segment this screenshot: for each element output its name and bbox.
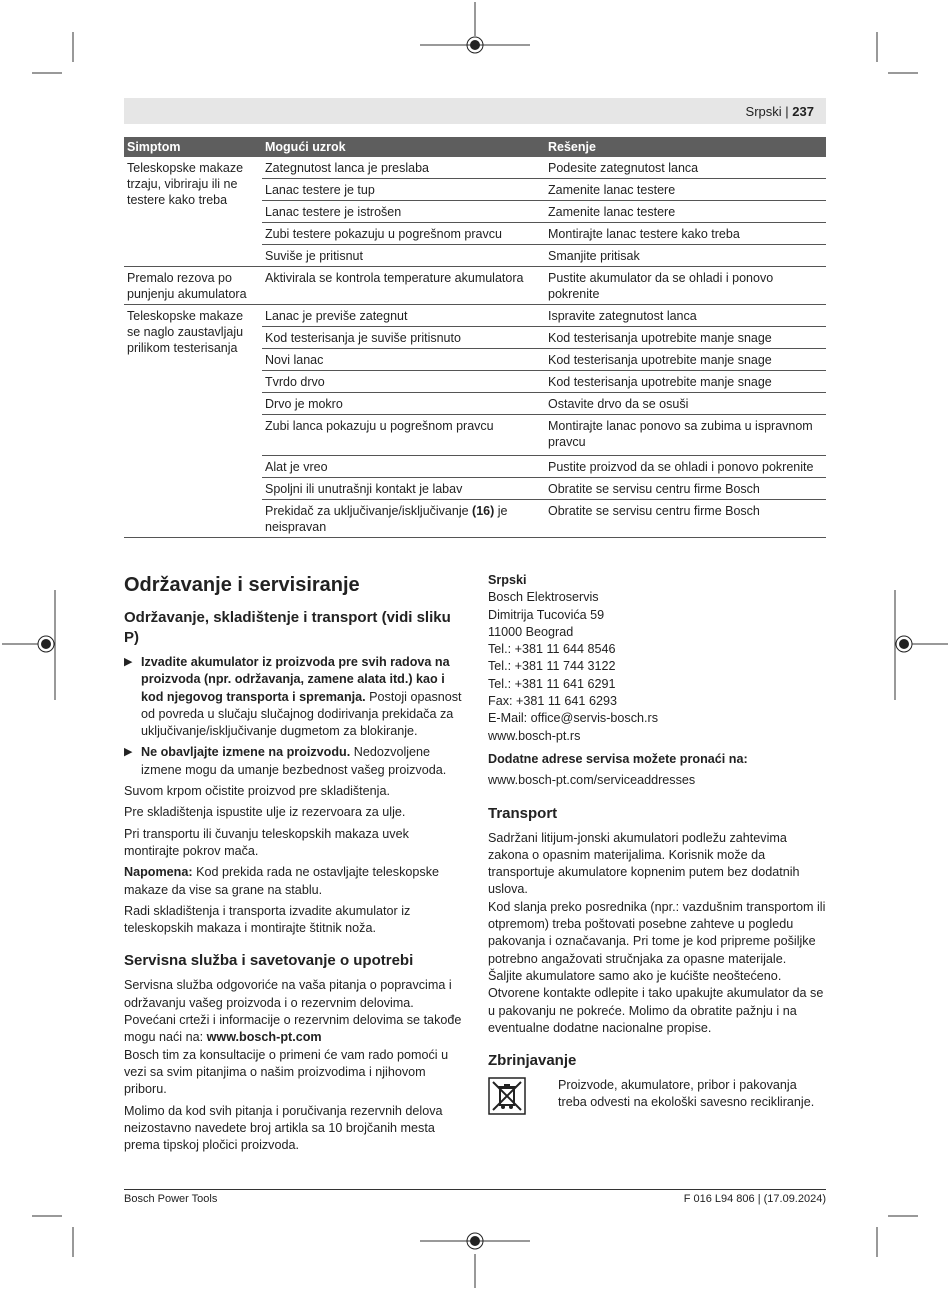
- phone-line: Tel.: +381 11 644 8546: [488, 642, 616, 657]
- registration-right: [896, 636, 912, 652]
- note-label: Napomena:: [124, 865, 193, 880]
- footer-doc-number: F 016 L94 806 | (17.09.2024): [683, 1193, 826, 1205]
- table-header-row: [124, 137, 826, 157]
- section-title-maintenance: Održavanje i servisiranje: [124, 574, 360, 596]
- left-column: [124, 572, 464, 1158]
- cause-cell: Lanac testere je istrošen: [262, 201, 545, 223]
- cause-cell: Suviše je pritisnut: [262, 245, 545, 267]
- cause-cell: Zategnutost lanca je preslaba: [262, 157, 545, 179]
- col-header-symptom: Simptom: [124, 137, 262, 157]
- footer-brand: Bosch Power Tools: [124, 1193, 218, 1205]
- note-text: Kod prekida rada ne ostavljajte teleskopske makaze da vise sa grane na stablu.: [124, 865, 440, 897]
- solution-cell: Kod testerisanja upotrebite manje snage: [545, 371, 826, 393]
- disposal-text: Proizvode, akumulatore, pribor i pakovanja treba odvesti na ekološki savesno recikliranje.: [558, 1078, 815, 1110]
- paragraph: Kod slanja preko posrednika (npr.: vazdušnim transportom ili otpremom) treba poštovati posebne zahteve u pogledu pakovanja i označavanja. Pri tome je kod pripreme pošiljke potrebno angažovati stručnjaka za opasne materijale.: [488, 899, 826, 966]
- cause-text: Prekidač za uključivanje/isključivanje: [265, 504, 473, 518]
- page-number: 237: [792, 104, 814, 119]
- page-footer: [124, 1189, 826, 1205]
- col-header-cause: Mogući uzrok: [262, 137, 545, 157]
- bullet-bold-text: Izvadite akumulator iz proizvoda pre svih radova na proizvoda (npr. održavanja, zamene alata itd.) kao i kod njegovog transporta i spremanja.: [141, 655, 450, 704]
- address-line: Dimitrija Tucovića 59: [488, 607, 605, 622]
- solution-cell: Montirajte lanac testere kako treba: [545, 223, 826, 245]
- registration-bottom: [467, 1233, 483, 1249]
- address-line: Bosch Elektroservis: [488, 590, 599, 605]
- right-column: [488, 572, 828, 1117]
- registration-left: [38, 636, 54, 652]
- solution-cell: Montirajte lanac ponovo sa zubima u ispravnom pravcu: [545, 415, 826, 456]
- paragraph: Sadržani litijum-jonski akumulatori podležu zahtevima zakona o opasnim materijalima. Korisnik može da transportuje akumulatore kopnenim putem bez dodatnih uslova.: [488, 830, 800, 897]
- paragraph: Pre skladištenja ispustite ulje iz rezervoara za ulje.: [124, 805, 406, 820]
- subsection-storage-title: Održavanje, skladištenje i transport (vidi sliku P): [124, 609, 451, 646]
- subsection-disposal-title: Zbrinjavanje: [488, 1052, 577, 1070]
- symptom-cell: Teleskopske makaze se naglo zaustavljaju prilikom testerisanja: [124, 305, 262, 538]
- paragraph: Šaljite akumulatore samo ako je kućište neoštećeno. Otvorene kontakte odlepite i tako upakujte akumulator da se u pakovanju ne pokreće. Molimo da obratite pažnju i na eventualne dodatne nacionalne propise.: [488, 968, 824, 1035]
- cause-cell: Zubi testere pokazuju u pogrešnom pravcu: [262, 223, 545, 245]
- cause-cell: Kod testerisanja je suviše pritisnuto: [262, 327, 545, 349]
- solution-cell: Zamenite lanac testere: [545, 179, 826, 201]
- paragraph: Pri transportu ili čuvanju teleskopskih makaza uvek montirajte pokrov mača.: [124, 826, 409, 858]
- cause-text: je neispravan: [265, 504, 508, 534]
- address-line: 11000 Beograd: [488, 624, 574, 639]
- col-header-solution: Rešenje: [545, 137, 826, 157]
- header-text: [746, 104, 814, 119]
- triangle-right-icon: ▶: [124, 746, 133, 759]
- symptom-cell: Premalo rezova po punjenju akumulatora: [124, 267, 262, 305]
- header-language: Srpski: [745, 104, 782, 119]
- cause-cell: Aktivirala se kontrola temperature akumulatora: [262, 267, 545, 305]
- phone-line: Tel.: +381 11 641 6291: [488, 676, 616, 691]
- solution-cell: Obratite se servisu centru firme Bosch: [545, 478, 826, 500]
- cause-cell: Drvo je mokro: [262, 393, 545, 415]
- triangle-right-icon: ▶: [124, 656, 133, 668]
- solution-cell: Pustite akumulator da se ohladi i ponovo pokrenite: [545, 267, 826, 305]
- crossed-bin-icon: [488, 1077, 526, 1115]
- solution-cell: Ostavite drvo da se osuši: [545, 393, 826, 415]
- service-text: Servisna služba odgovoriće na vaša pitanja o popravcima i održavanju vašeg proizvoda i o rezervnim delovima. Povećani crteži i informacije o rezervnim delovima se takođe mogu naći na:: [124, 978, 462, 1045]
- solution-cell: Pustite proizvod da se ohladi i ponovo pokrenite: [545, 456, 826, 478]
- cause-cell: Lanac testere je tup: [262, 179, 545, 201]
- part-reference: (16): [472, 504, 495, 518]
- paragraph: Suvom krpom očistite proizvod pre skladištenja.: [124, 784, 390, 799]
- registration-top: [467, 37, 483, 53]
- website-line[interactable]: www.bosch-pt.rs: [488, 728, 581, 743]
- paragraph: Bosch tim za konsultacije o primeni će vam rado pomoći u vezi sa svim pitanjima o našim proizvodima i njihovom priboru.: [124, 1047, 449, 1097]
- header-separator: |: [785, 104, 789, 119]
- bullet-text: Nedozvoljene izmene mogu da umanje bezbednost vašeg proizvoda.: [141, 745, 447, 777]
- solution-cell: Obratite se servisu centru firme Bosch: [545, 500, 826, 538]
- note-paragraph: [124, 864, 464, 899]
- cause-cell: Lanac je previše zategnut: [262, 305, 545, 327]
- bullet-text: Postoji opasnost od povreda u slučaju slučajnog dodirivanja prekidača za uključivanje/isključivanje dugmetom za blokiranje.: [141, 689, 462, 739]
- troubleshooting-table: [124, 137, 826, 538]
- phone-line: Tel.: +381 11 744 3122: [488, 659, 616, 674]
- safety-bullet: [124, 654, 464, 740]
- service-paragraph: [124, 977, 464, 1046]
- solution-cell: Kod testerisanja upotrebite manje snage: [545, 327, 826, 349]
- country-heading: Srpski: [488, 573, 527, 587]
- solution-cell: Podesite zategnutost lanca: [545, 157, 826, 179]
- service-address: [488, 589, 828, 745]
- safety-bullet: [124, 744, 464, 779]
- paragraph: Radi skladištenja i transporta izvadite akumulator iz teleskopskih makaza i montirajte štitnik noža.: [124, 903, 411, 936]
- subsection-service-title: Servisna služba i savetovanje o upotrebi: [124, 952, 414, 970]
- paragraph: Molimo da kod svih pitanja i poručivanja rezervnih delova neizostavno navedete broj artikla sa 10 brojčanih mesta prema tipskoj pločici proizvoda.: [124, 1103, 443, 1153]
- disposal-block: [488, 1077, 828, 1117]
- solution-cell: Kod testerisanja upotrebite manje snage: [545, 349, 826, 371]
- table-row: [124, 157, 826, 179]
- subsection-transport-title: Transport: [488, 804, 558, 822]
- more-addresses-heading: Dodatne adrese servisa možete pronaći na:: [488, 751, 748, 766]
- cause-cell: [262, 500, 545, 538]
- email-line[interactable]: E-Mail: office@servis-bosch.rs: [488, 711, 659, 726]
- table-row: [124, 305, 826, 327]
- page-header: [124, 98, 826, 124]
- solution-cell: Smanjite pritisak: [545, 245, 826, 267]
- cause-cell: Alat je vreo: [262, 456, 545, 478]
- fax-line: Fax: +381 11 641 6293: [488, 694, 617, 709]
- service-addresses-link[interactable]: www.bosch-pt.com/serviceaddresses: [488, 773, 696, 788]
- cause-cell: Zubi lanca pokazuju u pogrešnom pravcu: [262, 415, 545, 456]
- table-row: [124, 267, 826, 305]
- cause-cell: Spoljni ili unutrašnji kontakt je labav: [262, 478, 545, 500]
- cause-cell: Novi lanac: [262, 349, 545, 371]
- bullet-bold-text: Ne obavljajte izmene na proizvodu.: [141, 745, 351, 760]
- bosch-website-link[interactable]: www.bosch-pt.com: [206, 1030, 322, 1045]
- solution-cell: Ispravite zategnutost lanca: [545, 305, 826, 327]
- cause-cell: Tvrdo drvo: [262, 371, 545, 393]
- symptom-cell: Teleskopske makaze trzaju, vibriraju ili ne testere kako treba: [127, 161, 244, 207]
- solution-cell: Zamenite lanac testere: [545, 201, 826, 223]
